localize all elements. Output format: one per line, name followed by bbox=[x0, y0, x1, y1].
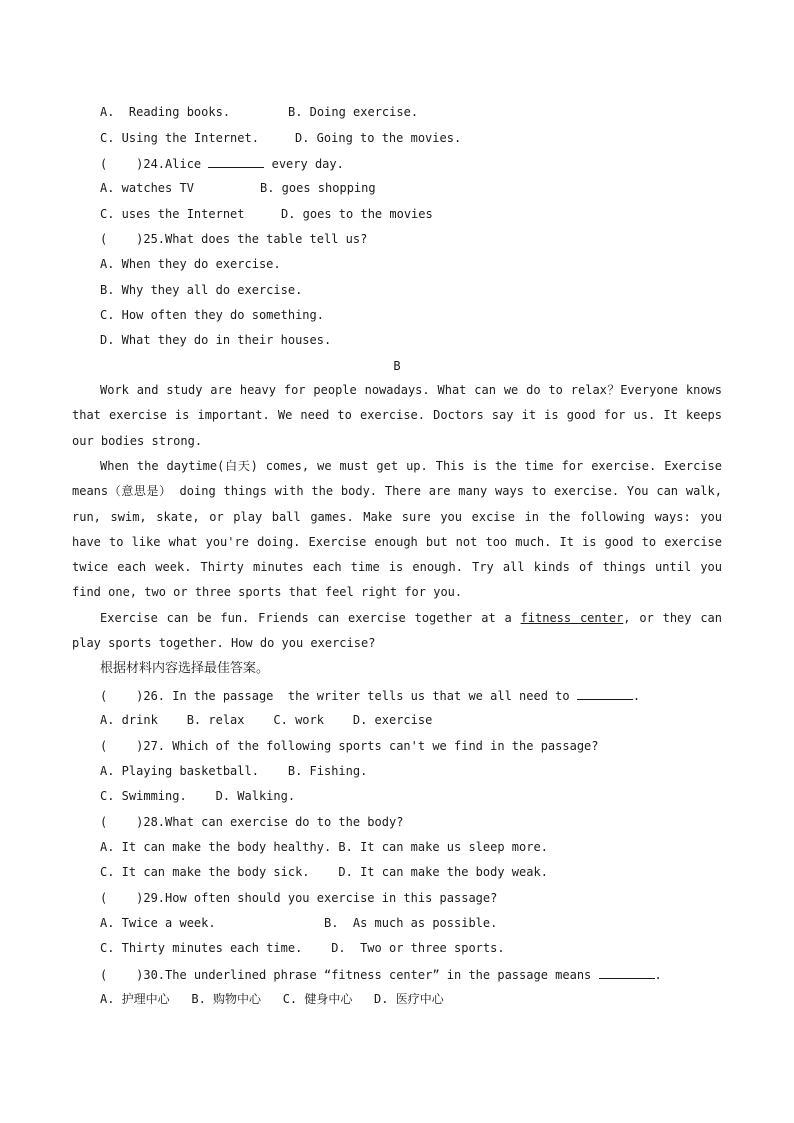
q24-stem-prefix: ( )24.Alice bbox=[100, 157, 209, 171]
q23-option-b: B. Doing exercise. bbox=[288, 105, 419, 119]
q28-options-cd: C. It can make the body sick. D. It can make the body weak. bbox=[100, 865, 548, 879]
q30-stem bbox=[100, 967, 662, 982]
q28-stem: ( )28.What can exercise do to the body? bbox=[100, 815, 404, 829]
q27-options-ab: A. Playing basketball. B. Fishing. bbox=[100, 764, 368, 778]
q25-stem: ( )25.What does the table tell us? bbox=[100, 232, 368, 246]
q28-options-ab: A. It can make the body healthy. B. It can make us sleep more. bbox=[100, 840, 548, 854]
q23-option-d: D. Going to the movies. bbox=[295, 131, 462, 145]
q25-option-d: D. What they do in their houses. bbox=[100, 333, 332, 347]
passage-paragraph-1 bbox=[72, 378, 722, 454]
q29-options-cd: C. Thirty minutes each time. D. Two or three sports. bbox=[100, 941, 505, 955]
q27-options-cd: C. Swimming. D. Walking. bbox=[100, 789, 296, 803]
q25-option-c: C. How often they do something. bbox=[100, 308, 324, 322]
q25-option-a: A. When they do exercise. bbox=[100, 257, 281, 271]
q27-stem: ( )27. Which of the following sports can't we find in the passage? bbox=[100, 739, 599, 753]
q26-stem-suffix: . bbox=[632, 689, 641, 703]
underlined-phrase: fitness center bbox=[520, 611, 624, 625]
q29-options-ab: A. Twice a week. B. As much as possible. bbox=[100, 916, 498, 930]
q24-option-b: B. goes shopping bbox=[260, 181, 376, 195]
q26-options: A. drink B. relax C. work D. exercise bbox=[100, 713, 433, 727]
q24-option-a: A. watches TV bbox=[100, 181, 194, 195]
section-label: B bbox=[393, 359, 401, 373]
q30-stem-suffix: . bbox=[654, 968, 662, 982]
answer-blank bbox=[208, 156, 264, 168]
q30-options: A. 护理中心 B. 购物中心 C. 健身中心 D. 医疗中心 bbox=[100, 992, 444, 1006]
q24-stem bbox=[100, 156, 344, 171]
passage-paragraph-1-text: Work and study are heavy for people nowadays. What can we do to relax？Everyone knows that exercise is important. We need to exercise. Doctors say it is good for us. It keeps our bodies strong. bbox=[72, 383, 722, 448]
passage-paragraph-2-text: When the daytime(白天) comes, we must get up. This is the time for exercise. Exercise means（意思是） doing things with the body. There are many ways to exercise. You can walk, run, swim, skate, or play ball games. Make sure you excise in the following ways: you have to like what you're doing. Exercise enough but not too much. It is good to exercise twice each week. Thirty minutes each time is enough. Try all kinds of things until you find one, two or three sports that feel right for you. bbox=[72, 459, 722, 600]
q23-option-c: C. Using the Internet. bbox=[100, 131, 259, 145]
q25-option-b: B. Why they all do exercise. bbox=[100, 283, 303, 297]
passage-paragraph-3 bbox=[72, 606, 722, 657]
instruction: 根据材料内容选择最佳答案。 bbox=[100, 661, 270, 676]
q23-option-a: A. Reading books. bbox=[100, 105, 231, 119]
q30-stem-prefix: ( )30.The underlined phrase “fitness center” in the passage means bbox=[100, 968, 599, 982]
q29-stem: ( )29.How often should you exercise in this passage? bbox=[100, 891, 498, 905]
q26-stem-prefix: ( )26. In the passage the writer tells us that we all need to bbox=[100, 689, 577, 703]
q26-stem bbox=[100, 688, 640, 703]
q24-option-d: D. goes to the movies bbox=[281, 207, 433, 221]
passage-paragraph-2 bbox=[72, 454, 722, 606]
passage-paragraph-3-end: , or they can play sports together. How do you exercise? bbox=[72, 611, 723, 651]
answer-blank bbox=[577, 688, 633, 700]
q24-stem-suffix: every day. bbox=[264, 157, 344, 171]
q24-option-c: C. uses the Internet bbox=[100, 207, 245, 221]
answer-blank bbox=[599, 967, 655, 979]
passage-paragraph-3-start: Exercise can be fun. Friends can exercise together at a bbox=[100, 611, 521, 625]
